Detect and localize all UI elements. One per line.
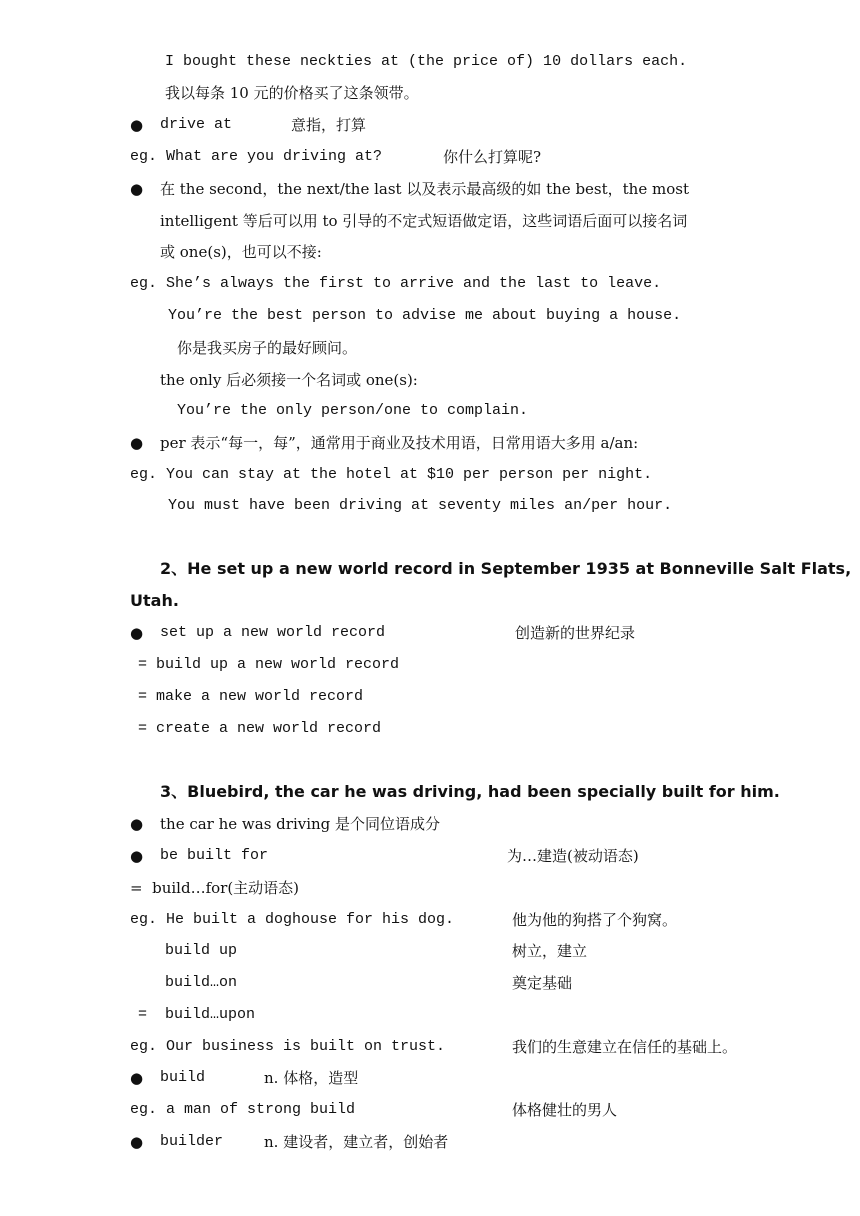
example-seventy-miles: You must have been driving at seventy miles an/per hour. bbox=[168, 497, 673, 514]
translation-best-person: 你是我买房子的最好顾问。 bbox=[177, 339, 358, 357]
heading-sentence-3: 3、Bluebird, the car he was driving, had been specially built for him. bbox=[160, 782, 780, 801]
bullet-per: ● bbox=[130, 434, 144, 452]
example-first-last: eg. She’s always the first to arrive and the last to leave. bbox=[130, 275, 662, 292]
example-best-person: You’re the best person to advise me about buying a house. bbox=[168, 307, 682, 324]
bullet-drive-at: ● bbox=[130, 116, 144, 134]
meaning-set-up-record: 创造新的世界纪录 bbox=[515, 624, 636, 642]
note-appositive: the car he was driving 是个同位语成分 bbox=[160, 815, 441, 833]
example-hotel: eg. You can stay at the hotel at $10 per person per night. bbox=[130, 466, 653, 483]
synonym-build-up: = build up a new world record bbox=[138, 656, 400, 673]
term-builder: builder bbox=[160, 1133, 224, 1150]
translation-doghouse: 他为他的狗搭了个狗窝。 bbox=[512, 911, 678, 929]
example-business-trust: eg. Our business is built on trust. bbox=[130, 1038, 446, 1055]
term-be-built-for: be built for bbox=[160, 847, 269, 864]
term-build-noun: build bbox=[160, 1069, 206, 1086]
heading-sentence-2-cont: Utah. bbox=[130, 591, 179, 610]
meaning-build-noun: n. 体格，造型 bbox=[264, 1069, 359, 1087]
term-drive-at: drive at bbox=[160, 116, 233, 133]
example-doghouse: eg. He built a doghouse for his dog. bbox=[130, 911, 455, 928]
example-only-person: You’re the only person/one to complain. bbox=[177, 402, 529, 419]
note-infinitive-2: intelligent 等后可以用 to 引导的不定式短语做定语，这些词语后面可以接名词 bbox=[160, 212, 688, 230]
translation-driving-at: 你什么打算呢? bbox=[443, 148, 542, 166]
translation-neckties: 我以每条 10 元的价格买了这条领带。 bbox=[165, 84, 419, 102]
note-infinitive-3: 或 one(s)，也可以不接: bbox=[160, 243, 322, 261]
note-per: per 表示“每一，每”，通常用于商业及技术用语，日常用语大多用 a/an: bbox=[160, 434, 639, 452]
bullet-infinitive: ● bbox=[130, 180, 144, 198]
translation-strong-build: 体格健壮的男人 bbox=[512, 1101, 618, 1119]
bullet-set-up: ● bbox=[130, 624, 144, 642]
term-build-up: build up bbox=[165, 942, 238, 959]
note-the-only: the only 后必须接一个名词或 one(s): bbox=[160, 371, 418, 389]
example-driving-at: eg. What are you driving at? bbox=[130, 148, 383, 165]
heading-sentence-2: 2、He set up a new world record in September 1935 at Bonneville Salt Flats, bbox=[160, 559, 852, 578]
synonym-make: = make a new world record bbox=[138, 688, 364, 705]
bullet-appositive: ● bbox=[130, 815, 144, 833]
meaning-drive-at: 意指，打算 bbox=[291, 116, 367, 134]
synonym-create: = create a new world record bbox=[138, 720, 382, 737]
note-build-for-active: = build…for(主动语态) bbox=[130, 879, 300, 897]
translation-business-trust: 我们的生意建立在信任的基础上。 bbox=[512, 1038, 738, 1056]
synonym-build-upon: = build…upon bbox=[138, 1006, 256, 1023]
meaning-build-up: 树立，建立 bbox=[512, 942, 588, 960]
bullet-builder: ● bbox=[130, 1133, 144, 1151]
term-build-on: build…on bbox=[165, 974, 238, 991]
example-neckties: I bought these neckties at (the price of) 10 dollars each. bbox=[165, 53, 688, 70]
example-strong-build: eg. a man of strong build bbox=[130, 1101, 356, 1118]
note-infinitive-1: 在 the second，the next/the last 以及表示最高级的如 the best，the most bbox=[160, 180, 689, 198]
bullet-build-noun: ● bbox=[130, 1069, 144, 1087]
bullet-built-for: ● bbox=[130, 847, 144, 865]
meaning-builder: n. 建设者，建立者，创始者 bbox=[264, 1133, 449, 1151]
meaning-be-built-for: 为…建造(被动语态) bbox=[507, 847, 639, 865]
term-set-up-record: set up a new world record bbox=[160, 624, 386, 641]
meaning-build-on: 奠定基础 bbox=[512, 974, 573, 992]
